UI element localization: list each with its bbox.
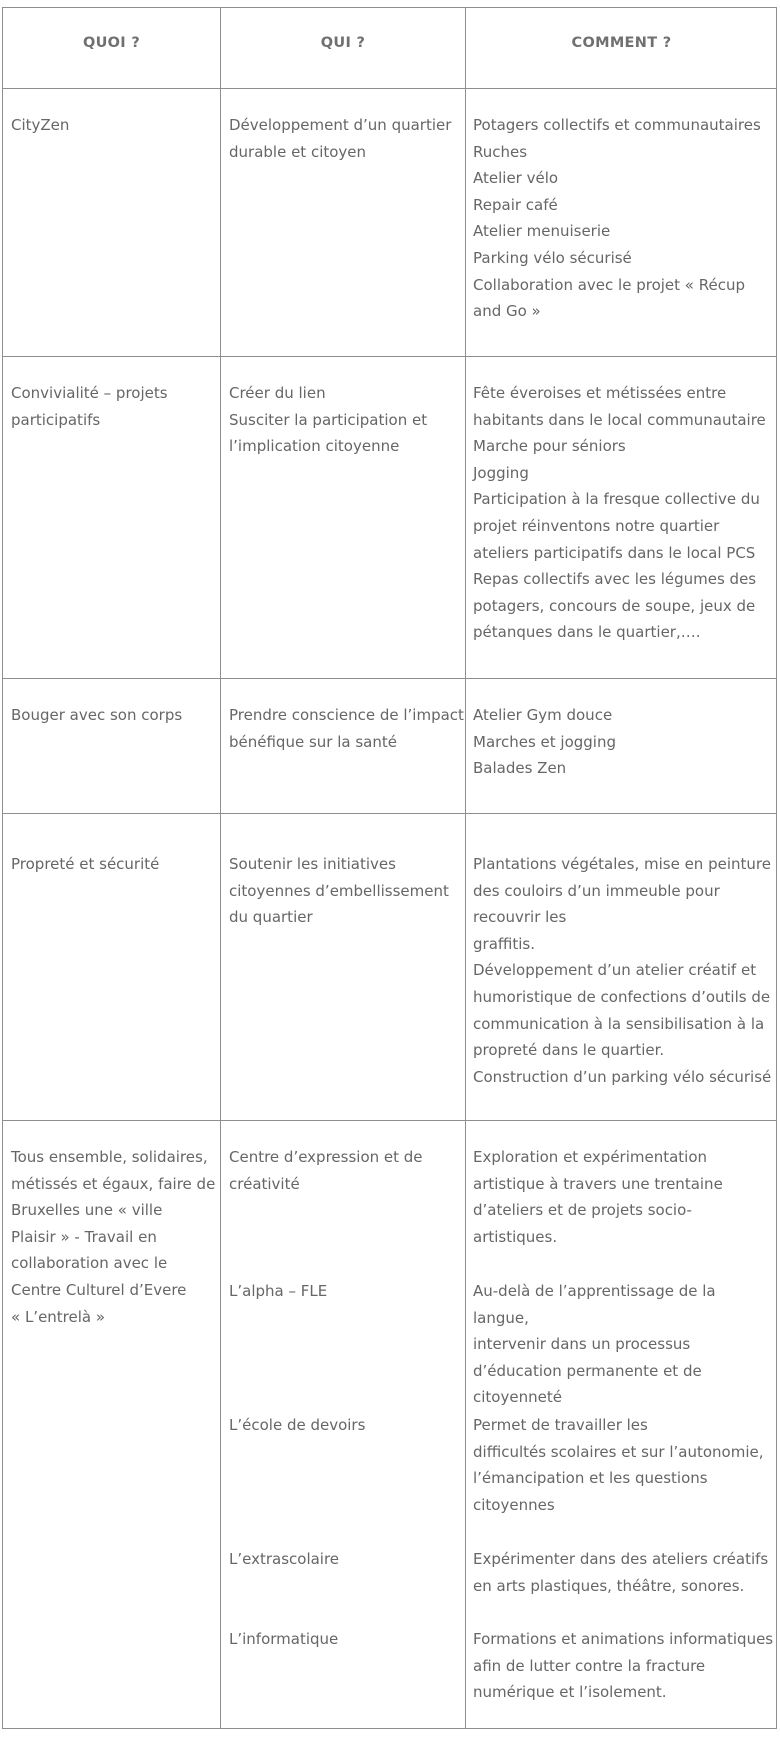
row-divider xyxy=(3,1120,776,1121)
cell-comment: Potagers collectifs et communautaires Ruches Atelier vélo Repair café Atelier menuiserie Parking vélo sécurisé Collaboration avec le projet « Récup and Go » xyxy=(473,116,761,321)
cell-comment: Exploration et expérimentation artistique à travers une trentaine d’ateliers et de projets socio- artistiques. xyxy=(473,1148,723,1246)
row-divider xyxy=(3,88,776,89)
cell-comment: Plantations végétales, mise en peinture des couloirs d’un immeuble pour recouvrir les graffitis. Développement d’un atelier créatif et humoristique de confections d’outils de communication à la sensibilisation à la propreté dans le quartier. Construction d’un parking vélo sécurisé xyxy=(473,855,772,1086)
cell-quoi: CityZen xyxy=(11,116,70,134)
activities-table xyxy=(2,7,777,1729)
column-divider xyxy=(465,8,466,1728)
cell-qui: L’informatique xyxy=(229,1630,339,1648)
cell-qui: Centre d’expression et de créativité xyxy=(229,1148,423,1193)
header-quoi: QUOI ? xyxy=(82,35,141,51)
row-divider xyxy=(3,678,776,679)
cell-quoi: Tous ensemble, solidaires, métissés et égaux, faire de Bruxelles une « ville Plaisir » - Travail en collaboration avec le Centre Culturel d’Evere « L’entrelà » xyxy=(11,1148,216,1326)
row-divider xyxy=(3,813,776,814)
cell-comment: Permet de travailler les difficultés scolaires et sur l’autonomie, l’émancipation et les questions citoyennes xyxy=(473,1416,764,1514)
cell-qui: Créer du lien Susciter la participation et l’implication citoyenne xyxy=(229,384,428,456)
header-comment: COMMENT ? xyxy=(571,35,672,51)
cell-quoi: Bouger avec son corps xyxy=(11,706,183,724)
row-divider xyxy=(3,356,776,357)
cell-qui: L’alpha – FLE xyxy=(229,1282,328,1300)
cell-comment: Fête éveroises et métissées entre habitants dans le local communautaire Marche pour séniors Jogging Participation à la fresque collective du projet réinventons notre quartier ateliers participatifs dans le local PCS Repas collectifs avec les légumes des potagers, concours de soupe, jeux de pétanques dans le quartier,…. xyxy=(473,384,766,642)
cell-comment: Au-delà de l’apprentissage de la langue, intervenir dans un processus d’éducation permanente et de citoyenneté xyxy=(473,1282,716,1407)
cell-comment: Formations et animations informatiques afin de lutter contre la fracture numérique et l’isolement. xyxy=(473,1630,774,1702)
cell-qui: Prendre conscience de l’impact bénéfique sur la santé xyxy=(229,706,464,751)
column-divider xyxy=(220,8,221,1728)
cell-comment: Atelier Gym douce Marches et jogging Balades Zen xyxy=(473,706,616,778)
cell-comment: Expérimenter dans des ateliers créatifs en arts plastiques, théâtre, sonores. xyxy=(473,1550,769,1595)
cell-qui: L’extrascolaire xyxy=(229,1550,340,1568)
cell-qui: L’école de devoirs xyxy=(229,1416,366,1434)
cell-qui: Soutenir les initiatives citoyennes d’embellissement du quartier xyxy=(229,855,449,927)
cell-quoi: Propreté et sécurité xyxy=(11,855,160,873)
cell-qui: Développement d’un quartier durable et citoyen xyxy=(229,116,452,161)
cell-quoi: Convivialité – projets participatifs xyxy=(11,384,168,429)
header-qui: QUI ? xyxy=(320,35,366,51)
